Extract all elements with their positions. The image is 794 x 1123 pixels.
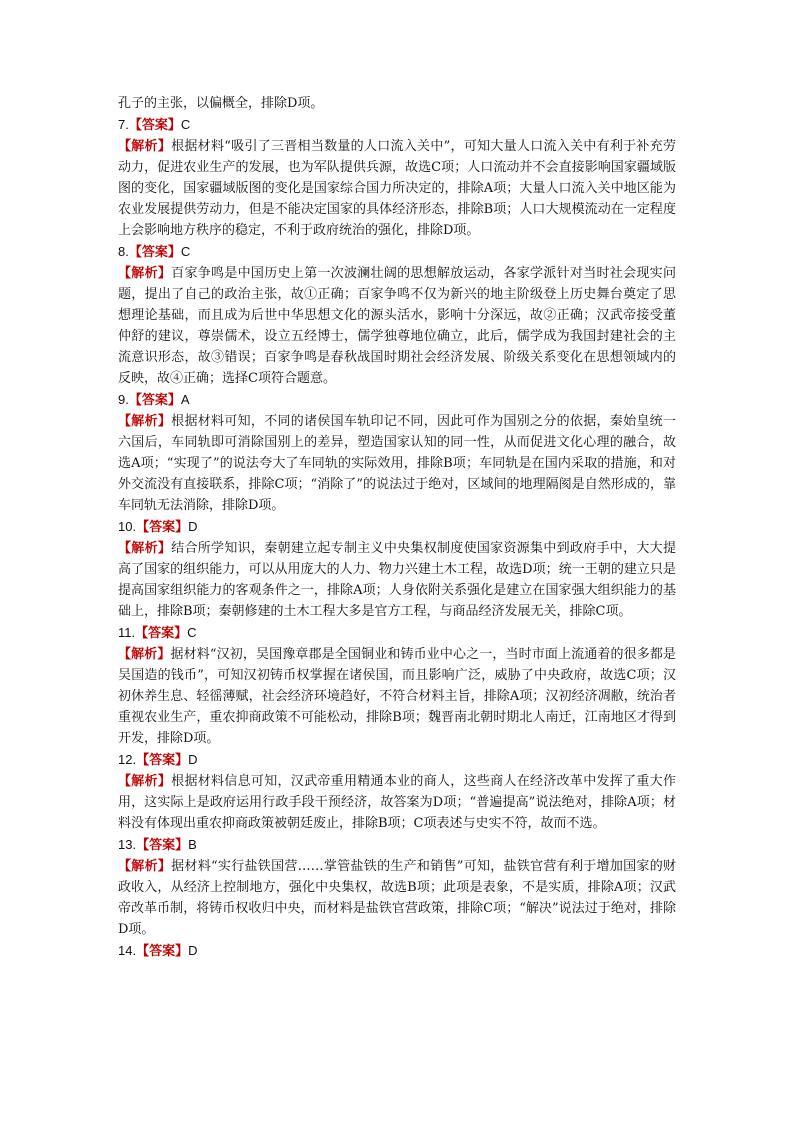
answer-line — [118, 834, 676, 856]
analysis-text: 结合所学知识，秦朝建立起专制主义中央集权制度使国家资源集中到政府手中，大大提高了国家的组织能力，可以从用庞大的人力、物力兴建土木工程，故选D项；统一王朝的建立只是提高国家组织能力的客观条件之一，排除A项；人身依附关系强化是建立在国家强大组织能力的基础上，排除B项；秦朝修建的土木工程大多是官方工程，与商品经济发展无关，排除C项。 — [118, 541, 676, 619]
answer-tag: 【答案】 — [136, 520, 189, 535]
analysis-text: 根据材料可知，不同的诸侯国车轨印记不同，因此可作为国别之分的依据，秦始皇统一六国后，车同轨即可消除国别上的差异，塑造国家认知的同一性，从而促进文化心理的融合，故选A项；“实现了”的说法夸大了车同轨的实际效用，排除B项；车同轨是在国内采取的措施，和对外交流没有直接联系，排除C项；“消除了”的说法过于绝对，区域间的地理隔阂是自然形成的，靠车同轨无法消除，排除D项。 — [118, 414, 676, 513]
answer-tag: 【答案】 — [136, 838, 189, 853]
question-number: 11. — [118, 625, 136, 640]
item-7 — [118, 114, 676, 241]
question-number: 8. — [118, 244, 129, 259]
analysis-tag: 【解析】 — [118, 414, 172, 429]
answer-line — [118, 940, 676, 962]
answer-letter: D — [188, 943, 198, 958]
answer-key-page — [118, 93, 676, 962]
answer-letter: C — [187, 625, 197, 640]
answer-tag: 【答案】 — [128, 393, 181, 408]
item-11 — [118, 622, 676, 749]
analysis-tag: 【解析】 — [118, 859, 172, 874]
item-13 — [118, 834, 676, 940]
analysis-text: 根据材料“吸引了三晋相当数量的人口流入关中”，可知大量人口流入关中有利于补充劳动力，促进农业生产的发展，也为军队提供兵源，故选C项；人口流动并不会直接影响国家疆域版图的变化，国家疆域版图的变化是国家综合国力所决定的，排除A项；大量人口流入关中地区能为农业发展提供劳动力，但是不能决定国家的具体经济形态，排除B项；人口大规模流动在一定程度上会影响地方秩序的稳定，不利于政府统治的强化，排除D项。 — [118, 139, 676, 238]
analysis-line — [118, 136, 676, 241]
answer-line — [118, 622, 676, 644]
analysis-line — [118, 771, 676, 834]
intro-text: 孔子的主张，以偏概全，排除D项。 — [118, 96, 324, 111]
item-12 — [118, 749, 676, 834]
answer-tag: 【答案】 — [128, 118, 181, 133]
analysis-text: 据材料“实行盐铁国营……掌管盐铁的生产和销售”可知，盐铁官营有利于增加国家的财政收入，从经济上控制地方，强化中央集权，故选B项；此项是表象，不是实质，排除A项；汉武帝改革币制，将铸币权收归中央，而材料是盐铁官营政策，排除C项；“解决”说法过于绝对，排除D项。 — [118, 859, 676, 937]
analysis-tag: 【解析】 — [118, 266, 172, 281]
answer-letter: D — [188, 752, 198, 767]
answer-letter: C — [180, 117, 191, 132]
answer-letter: B — [188, 837, 197, 852]
analysis-line — [118, 263, 676, 389]
item-14 — [118, 940, 676, 962]
question-number: 12. — [118, 752, 137, 767]
analysis-tag: 【解析】 — [118, 774, 172, 789]
question-number: 10. — [118, 519, 137, 534]
question-number: 9. — [118, 392, 129, 407]
answer-letter: D — [188, 519, 198, 534]
question-number: 14. — [118, 943, 137, 958]
analysis-tag: 【解析】 — [118, 541, 172, 556]
analysis-tag: 【解析】 — [118, 647, 171, 662]
answer-line — [118, 241, 676, 263]
analysis-text: 百家争鸣是中国历史上第一次波澜壮阔的思想解放运动，各家学派针对当时社会现实问题，提出了自己的政治主张，故①正确；百家争鸣不仅为新兴的地主阶级登上历史舞台奠定了思想理论基础，而且成为后世中华思想文化的源头活水，影响十分深远，故②正确；汉武帝接受董仲舒的建议，尊崇儒术，设立五经博士，儒学独尊地位确立，此后，儒学成为我国封建社会的主流意识形态，故③错误；百家争鸣是春秋战国时期社会经济发展、阶级关系变化在思想领域内的反映，故④正确；选择C项符合题意。 — [118, 266, 676, 386]
item-8 — [118, 241, 676, 389]
item-9 — [118, 389, 676, 516]
analysis-line — [118, 644, 676, 749]
analysis-line — [118, 411, 676, 516]
analysis-text: 根据材料信息可知，汉武帝重用精通本业的商人，这些商人在经济改革中发挥了重大作用，这实际上是政府运用行政手段干预经济，故答案为D项；“普遍提高”说法绝对，排除A项；材料没有体现出重农抑商政策被朝廷废止，排除B项；C项表述与史实不符，故而不选。 — [118, 774, 676, 831]
answer-tag: 【答案】 — [135, 626, 188, 641]
answer-line — [118, 516, 676, 538]
analysis-text: 据材料“汉初，吴国豫章郡是全国铜业和铸币业中心之一，当时市面上流通着的很多都是吴国造的钱币”，可知汉初铸币权掌握在诸侯国，而且影响广泛，威胁了中央政府，故选C项；汉初休养生息、轻徭薄赋，社会经济环境趋好，不符合材料主旨，排除A项；汉初经济凋敝，统治者重视农业生产，重农抑商政策不可能松动，排除B项；魏晋南北朝时期北人南迁，江南地区才得到开发，排除D项。 — [118, 647, 676, 746]
answer-tag: 【答案】 — [128, 245, 181, 260]
answer-line — [118, 114, 676, 136]
answer-tag: 【答案】 — [136, 944, 189, 959]
question-number: 13. — [118, 837, 137, 852]
item-10 — [118, 516, 676, 622]
question-number: 7. — [118, 117, 129, 132]
analysis-line — [118, 538, 676, 622]
answer-tag: 【答案】 — [136, 753, 189, 768]
answer-letter: A — [180, 392, 190, 407]
answer-line — [118, 749, 676, 771]
analysis-tag: 【解析】 — [118, 139, 172, 154]
answer-line — [118, 389, 676, 411]
answer-letter: C — [180, 244, 191, 259]
analysis-line — [118, 856, 676, 940]
